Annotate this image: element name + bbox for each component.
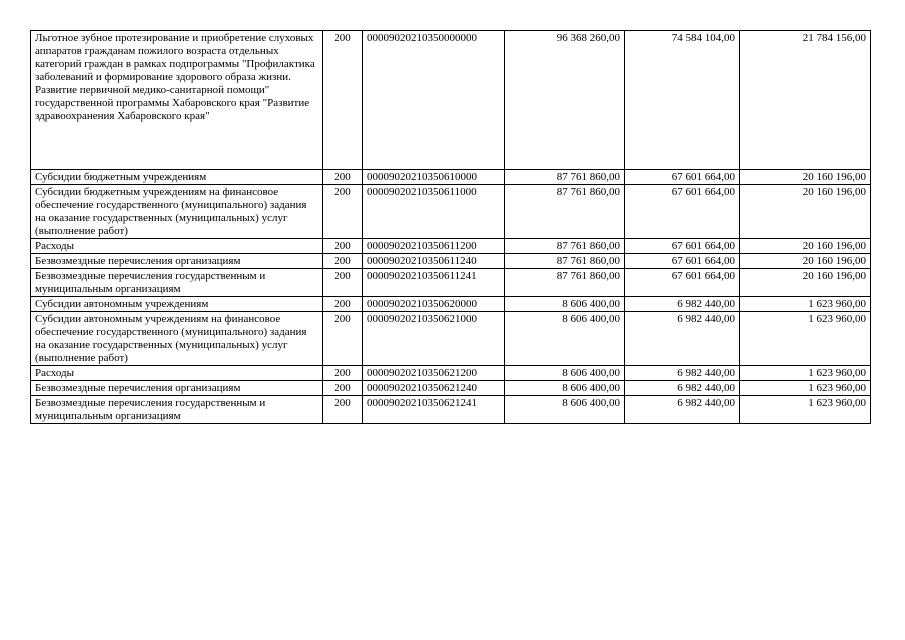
row-value-3: 1 623 960,00 <box>740 366 871 381</box>
row-expense-code: 00009020210350611200 <box>363 239 505 254</box>
row-name: Субсидии автономным учреждениям <box>31 297 323 312</box>
row-value-2: 67 601 664,00 <box>625 239 740 254</box>
table-row <box>31 366 871 381</box>
row-value-1: 8 606 400,00 <box>505 312 625 366</box>
row-expense-code: 00009020210350621241 <box>363 396 505 424</box>
row-code: 200 <box>323 269 363 297</box>
row-expense-code: 00009020210350621240 <box>363 381 505 396</box>
row-name: Безвозмездные перечисления организациям <box>31 254 323 269</box>
table-row <box>31 269 871 297</box>
row-code: 200 <box>323 31 363 170</box>
row-value-1: 96 368 260,00 <box>505 31 625 170</box>
row-name: Льготное зубное протезирование и приобретение слуховых аппаратов гражданам пожилого возраста отдельных категорий граждан в рамках подпрограммы "Профилактика заболеваний и формирование здорового образа жизни. Развитие первичной медико-санитарной помощи" государственной программы Хабаровского края "Развитие здравоохранения Хабаровского края" <box>31 31 323 170</box>
row-value-2: 6 982 440,00 <box>625 396 740 424</box>
table-row <box>31 396 871 424</box>
row-name: Субсидии бюджетным учреждениям <box>31 170 323 185</box>
table-row <box>31 312 871 366</box>
row-code: 200 <box>323 170 363 185</box>
row-code: 200 <box>323 381 363 396</box>
budget-table <box>30 30 871 424</box>
table-row <box>31 185 871 239</box>
table-row <box>31 170 871 185</box>
row-value-1: 8 606 400,00 <box>505 366 625 381</box>
row-name: Субсидии автономным учреждениям на финансовое обеспечение государственного (муниципального) задания на оказание государственных (муниципальных) услуг (выполнение работ) <box>31 312 323 366</box>
row-expense-code: 00009020210350621000 <box>363 312 505 366</box>
row-code: 200 <box>323 254 363 269</box>
row-value-3: 20 160 196,00 <box>740 185 871 239</box>
row-code: 200 <box>323 312 363 366</box>
row-name: Субсидии бюджетным учреждениям на финансовое обеспечение государственного (муниципального) задания на оказание государственных (муниципальных) услуг (выполнение работ) <box>31 185 323 239</box>
row-expense-code: 00009020210350611000 <box>363 185 505 239</box>
row-value-3: 1 623 960,00 <box>740 381 871 396</box>
row-name: Безвозмездные перечисления государственным и муниципальным организациям <box>31 396 323 424</box>
row-value-2: 67 601 664,00 <box>625 170 740 185</box>
row-expense-code: 00009020210350611240 <box>363 254 505 269</box>
row-value-1: 8 606 400,00 <box>505 396 625 424</box>
row-value-2: 6 982 440,00 <box>625 312 740 366</box>
row-name: Безвозмездные перечисления государственным и муниципальным организациям <box>31 269 323 297</box>
row-value-3: 21 784 156,00 <box>740 31 871 170</box>
row-value-3: 20 160 196,00 <box>740 170 871 185</box>
row-value-3: 20 160 196,00 <box>740 254 871 269</box>
row-value-3: 1 623 960,00 <box>740 297 871 312</box>
row-expense-code: 00009020210350611241 <box>363 269 505 297</box>
row-code: 200 <box>323 239 363 254</box>
row-value-2: 67 601 664,00 <box>625 269 740 297</box>
row-expense-code: 00009020210350000000 <box>363 31 505 170</box>
table-row <box>31 381 871 396</box>
row-expense-code: 00009020210350610000 <box>363 170 505 185</box>
row-expense-code: 00009020210350620000 <box>363 297 505 312</box>
row-value-3: 20 160 196,00 <box>740 239 871 254</box>
row-value-1: 87 761 860,00 <box>505 239 625 254</box>
row-code: 200 <box>323 297 363 312</box>
table-row <box>31 239 871 254</box>
row-name: Расходы <box>31 239 323 254</box>
row-name: Безвозмездные перечисления организациям <box>31 381 323 396</box>
row-value-1: 87 761 860,00 <box>505 185 625 239</box>
row-name: Расходы <box>31 366 323 381</box>
row-value-3: 20 160 196,00 <box>740 269 871 297</box>
row-value-1: 87 761 860,00 <box>505 170 625 185</box>
table-row <box>31 297 871 312</box>
table-row <box>31 254 871 269</box>
row-value-1: 87 761 860,00 <box>505 254 625 269</box>
row-value-3: 1 623 960,00 <box>740 312 871 366</box>
row-value-2: 74 584 104,00 <box>625 31 740 170</box>
row-value-1: 8 606 400,00 <box>505 381 625 396</box>
row-code: 200 <box>323 396 363 424</box>
row-value-2: 67 601 664,00 <box>625 254 740 269</box>
row-value-2: 6 982 440,00 <box>625 366 740 381</box>
row-value-2: 6 982 440,00 <box>625 381 740 396</box>
table-row <box>31 31 871 170</box>
row-code: 200 <box>323 366 363 381</box>
row-value-1: 87 761 860,00 <box>505 269 625 297</box>
row-code: 200 <box>323 185 363 239</box>
row-value-2: 6 982 440,00 <box>625 297 740 312</box>
row-value-3: 1 623 960,00 <box>740 396 871 424</box>
row-value-2: 67 601 664,00 <box>625 185 740 239</box>
row-value-1: 8 606 400,00 <box>505 297 625 312</box>
row-expense-code: 00009020210350621200 <box>363 366 505 381</box>
